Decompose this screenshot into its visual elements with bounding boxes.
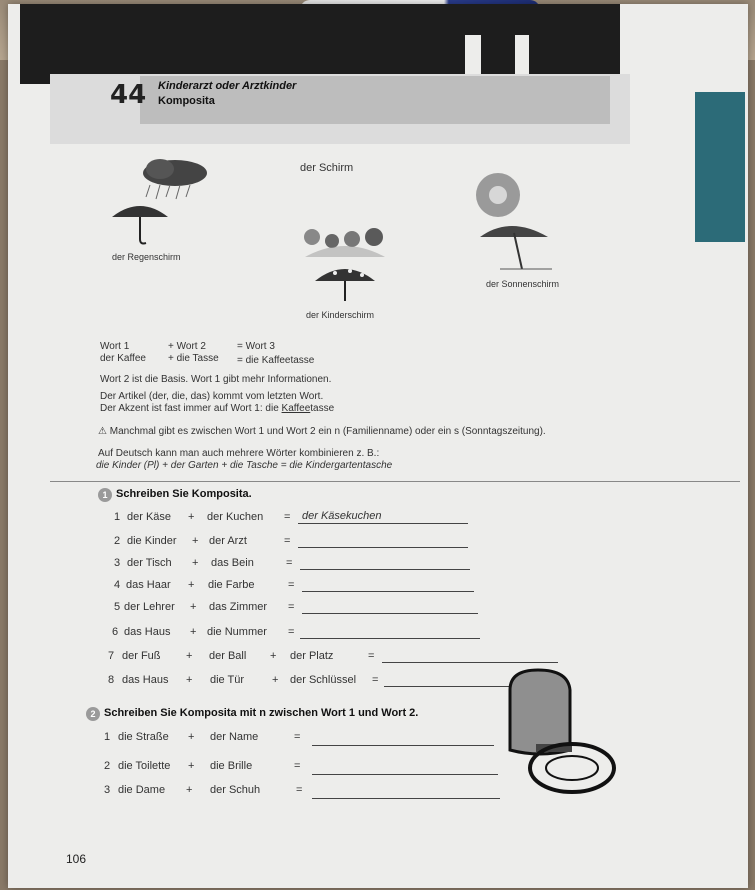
plus-sign: + (192, 557, 199, 569)
answer-line[interactable] (312, 798, 500, 799)
word1: das Haus (124, 626, 171, 638)
answer-line[interactable] (298, 523, 468, 524)
word2: das Bein (211, 557, 254, 569)
toilet-seat-illustration (500, 670, 618, 800)
plus-sign: + (190, 626, 197, 638)
equals-sign: = (294, 760, 301, 772)
caption-kinderschirm: der Kinderschirm (306, 310, 375, 320)
item-number: 5 (114, 601, 121, 613)
plus-sign: + (270, 650, 277, 662)
plus-sign: + (190, 601, 197, 613)
item-number: 1 (104, 731, 111, 743)
word1: die Kinder (127, 535, 177, 547)
children-umbrella-illustration (300, 225, 395, 310)
plus-sign: + (186, 674, 193, 686)
equals-sign: = (296, 784, 303, 796)
caption-sonnenschirm: der Sonnenschirm (486, 279, 560, 289)
rule-akzent-text: Der Akzent ist fast immer auf Wort 1: die (100, 403, 282, 414)
chapter-tab (695, 92, 745, 242)
rule-example: die Kinder (Pl) + der Garten + die Tasche = die Kindergartentasche (96, 460, 393, 471)
rule-basis: Wort 2 ist die Basis. Wort 1 gibt mehr Informationen. (100, 374, 332, 385)
formula-word2-example: + die Tasse (168, 353, 219, 364)
equals-sign: = (288, 626, 295, 638)
chapter-title: Kinderarzt oder Arztkinder (158, 80, 297, 92)
formula-word2-header: + Wort 2 (168, 341, 206, 352)
equals-sign: = (372, 674, 379, 686)
word2: die Farbe (208, 579, 255, 591)
word3: der Platz (290, 650, 334, 662)
rule-akzent-suffix: tasse (310, 403, 335, 414)
rain-cloud-umbrella-illustration (130, 155, 210, 250)
equals-sign: = (286, 557, 293, 569)
item-number: 8 (108, 674, 115, 686)
plus-sign: + (188, 760, 195, 772)
page-number: 106 (66, 852, 87, 866)
plus-sign: + (192, 535, 199, 547)
formula-word3-header: = Wort 3 (237, 341, 275, 352)
item-number: 2 (104, 760, 111, 772)
word1: der Lehrer (124, 601, 175, 613)
word1: das Haar (126, 579, 171, 591)
equals-sign: = (284, 535, 291, 547)
chapter-subtitle: Komposita (158, 95, 215, 107)
word1: das Haus (122, 674, 169, 686)
word2: die Brille (210, 760, 253, 772)
word2: der Name (210, 731, 259, 743)
rule-akzent (100, 403, 334, 414)
item-number: 6 (112, 626, 119, 638)
answer-line[interactable] (302, 613, 478, 614)
word2: der Ball (209, 650, 247, 662)
word2: die Tür (210, 674, 245, 686)
answer-line[interactable] (312, 745, 494, 746)
exercise2-number-icon: 2 (86, 707, 100, 721)
answer-line[interactable] (298, 547, 468, 548)
answer-text: der Käsekuchen (302, 510, 382, 522)
word2: der Kuchen (207, 511, 264, 523)
answer-line[interactable] (302, 591, 474, 592)
item-number: 2 (114, 535, 121, 547)
plus-sign: + (188, 579, 195, 591)
caption-schirm: der Schirm (300, 162, 354, 174)
equals-sign: = (288, 601, 295, 613)
rule-multiple: Auf Deutsch kann man auch mehrere Wörter kombinieren z. B.: (98, 448, 380, 459)
answer-line[interactable] (382, 662, 558, 663)
rule-warning: ⚠ Manchmal gibt es zwischen Wort 1 und Wort 2 ein n (Familienname) oder ein s (Sonntagszeitung). (98, 426, 546, 437)
plus-sign: + (272, 674, 279, 686)
word2: der Schuh (210, 784, 261, 796)
answer-line[interactable] (312, 774, 498, 775)
rule-akzent-underlined: Kaffee (281, 403, 311, 414)
word1: der Tisch (127, 557, 172, 569)
equals-sign: = (368, 650, 375, 662)
exercise1-title: Schreiben Sie Komposita. (116, 488, 252, 500)
equals-sign: = (294, 731, 301, 743)
formula-word3-example: = die Kaffeetasse (237, 355, 315, 366)
word1: die Dame (118, 784, 166, 796)
exercise2-title: Schreiben Sie Komposita mit n zwischen Wort 1 und Wort 2. (104, 707, 419, 719)
section-divider (50, 481, 740, 482)
answer-line[interactable] (300, 569, 470, 570)
formula-word1-header: Wort 1 (100, 341, 130, 352)
word1: der Käse (127, 511, 172, 523)
sun-umbrella-illustration (460, 175, 560, 275)
rule-artikel: Der Artikel (der, die, das) kommt vom letzten Wort. (100, 391, 324, 402)
plus-sign: + (188, 511, 195, 523)
word2: die Nummer (207, 626, 267, 638)
plus-sign: + (188, 731, 195, 743)
header-dark-bar (20, 4, 620, 84)
equals-sign: = (284, 511, 291, 523)
formula-word1-example: der Kaffee (100, 353, 146, 364)
word2: der Arzt (209, 535, 247, 547)
answer-line[interactable] (300, 638, 480, 639)
word3: der Schlüssel (290, 674, 357, 686)
word1: die Toilette (118, 760, 171, 772)
caption-regenschirm: der Regenschirm (112, 252, 181, 262)
item-number: 3 (114, 557, 121, 569)
word2: das Zimmer (209, 601, 268, 613)
item-number: 3 (104, 784, 111, 796)
word1: der Fuß (122, 650, 161, 662)
item-number: 7 (108, 650, 115, 662)
unit-number: 44 (110, 80, 147, 110)
plus-sign: + (186, 650, 193, 662)
item-number: 1 (114, 511, 121, 523)
item-number: 4 (114, 579, 121, 591)
equals-sign: = (288, 579, 295, 591)
plus-sign: + (186, 784, 193, 796)
exercise1-number-icon: 1 (98, 488, 112, 502)
word1: die Straße (118, 731, 169, 743)
